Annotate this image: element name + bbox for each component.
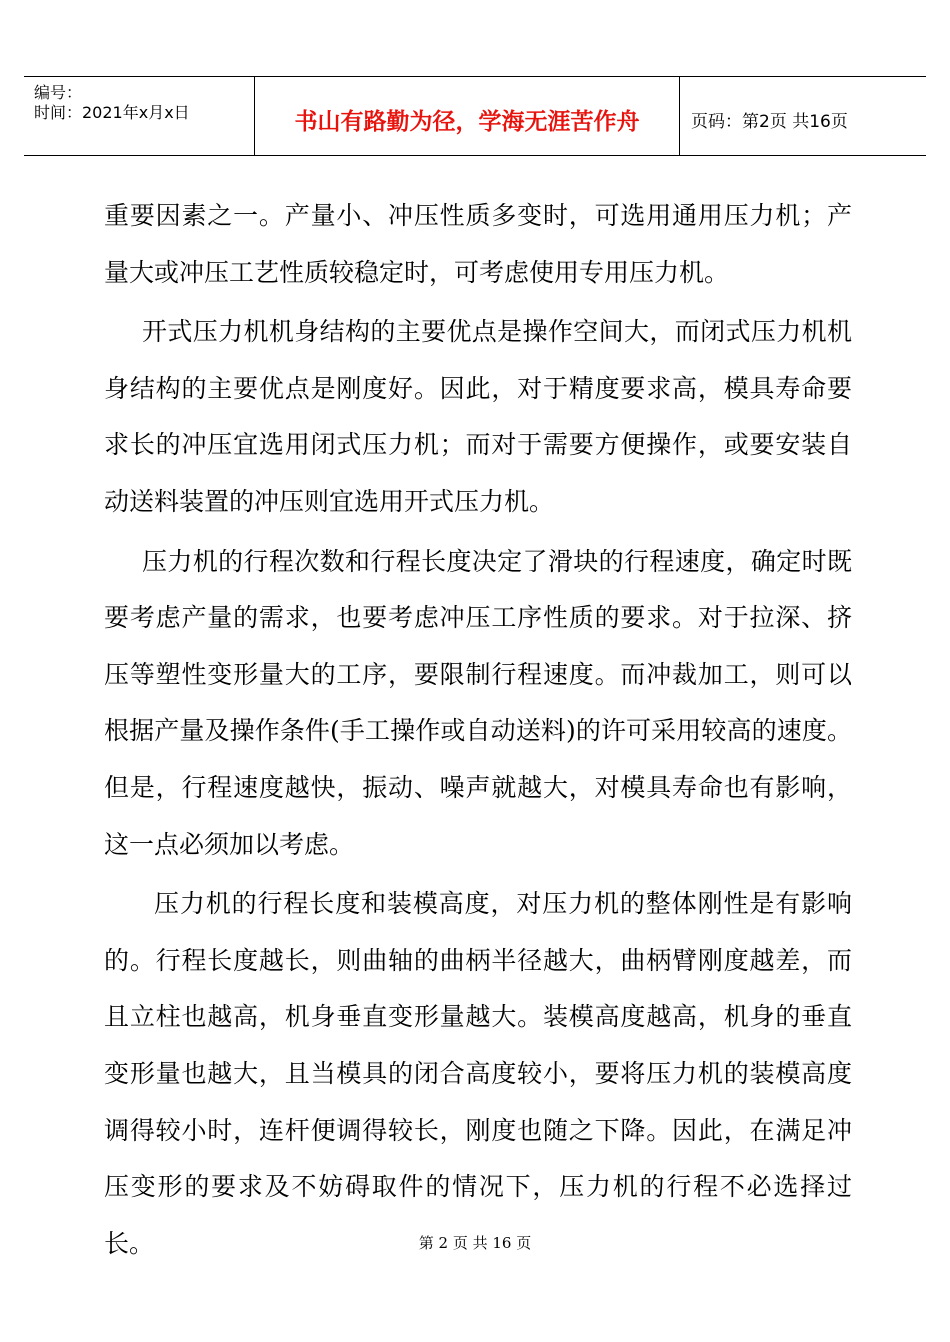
paragraph-stroke-speed: 压力机的行程次数和行程长度决定了滑块的行程速度，确定时既要考虑产量的需求，也要考虑冲压工序性质的要求。对于拉深、挤压等塑性变形量大的工序，要限制行程速度。而冲裁加工，则可以根据产量及操作条件(手工操作或自动送料)的许可采用较高的速度。但是，行程速度越快，振动、噪声就越大，对模具寿命也有影响，这一点必须加以考虑。: [104, 546, 852, 859]
header-motto: 书山有路勤为径，学海无涯苦作舟: [294, 109, 640, 135]
header-page-info: 页码：第2页 共16页: [691, 112, 848, 132]
page-header: [24, 76, 926, 156]
page-footer: [0, 1232, 950, 1253]
header-page-cell: [679, 77, 926, 155]
document-time-label: 时间：2021年x月x日: [34, 103, 190, 122]
header-motto-cell: [254, 77, 680, 155]
paragraph-stroke-length: 压力机的行程长度和装模高度，对压力机的整体刚性是有影响的。行程长度越长，则曲轴的曲柄半径越大，曲柄臂刚度越差，而且立柱也越高，机身垂直变形量越大。装模高度越高，机身的垂直变形量也越大，且当模具的闭合高度较小，要将压力机的装模高度调得较小时，连杆便调得较长，刚度也随之下降。因此，在满足冲压变形的要求及不妨碍取件的情况下，压力机的行程不必选择过长。: [104, 889, 852, 1258]
document-number-label: 编号：: [34, 83, 83, 102]
paragraph-continued: 重要因素之一。产量小、冲压性质多变时，可选用通用压力机；产量大或冲压工艺性质较稳定时，可考虑使用专用压力机。: [104, 201, 852, 287]
header-meta: [24, 77, 254, 155]
document-body: [104, 188, 852, 1272]
footer-page-number: 第 2 页 共 16 页: [418, 1234, 532, 1252]
paragraph-frame-structure: 开式压力机机身结构的主要优点是操作空间大，而闭式压力机机身结构的主要优点是刚度好。因此，对于精度要求高，模具寿命要求长的冲压宜选用闭式压力机；而对于需要方便操作，或要安装自动送料装置的冲压则宜选用开式压力机。: [104, 317, 852, 516]
